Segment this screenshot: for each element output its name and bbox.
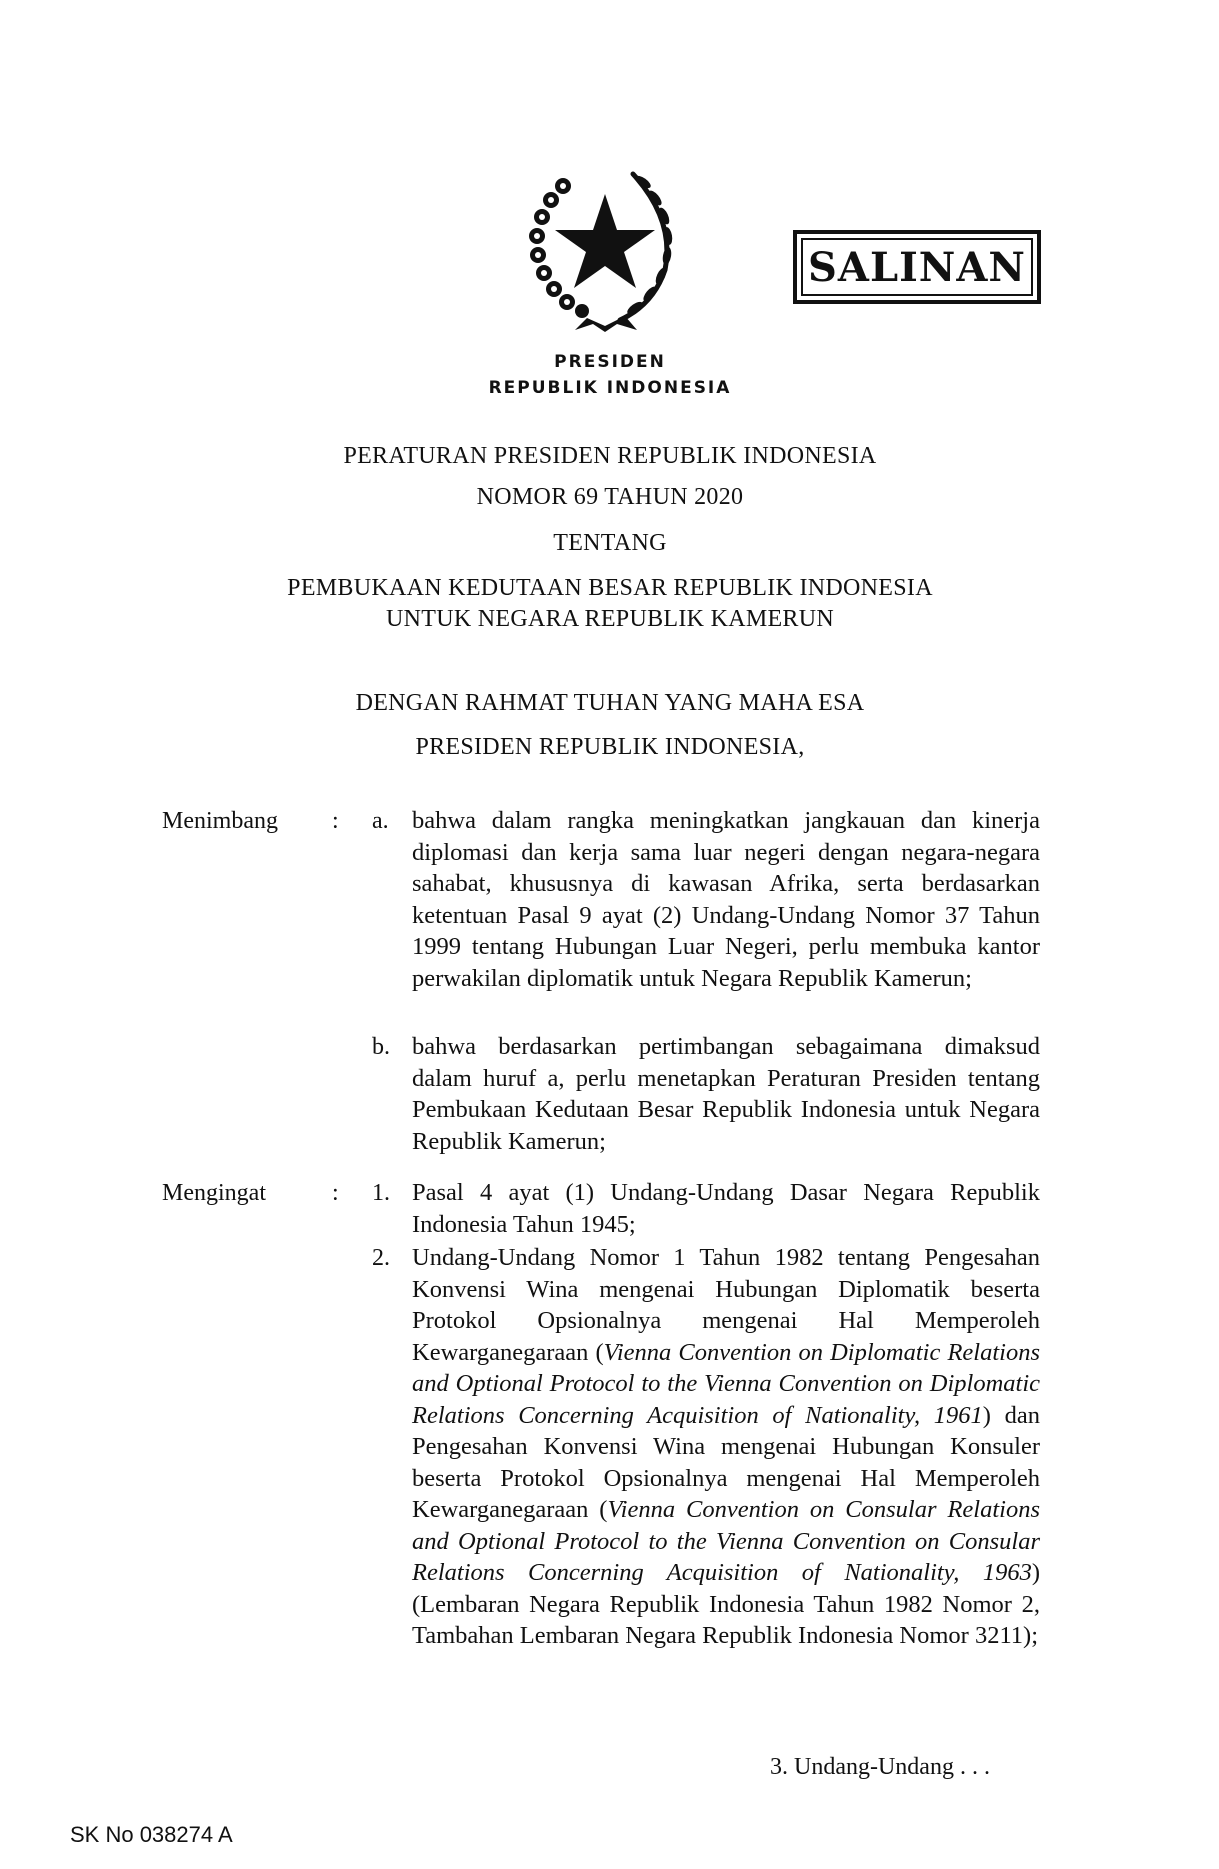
salinan-stamp [793,230,1041,304]
menimbang-item-a [412,805,1040,994]
menimbang-colon: : [332,808,339,834]
regulation-about: TENTANG [553,530,667,556]
institution-line-1: PRESIDEN [554,352,666,372]
regulation-number: NOMOR 69 TAHUN 2020 [476,484,744,510]
mengingat-item-2-italic-1: Vienna Convention on Diplomatic Relations and Optional Protocol to the Vienna Convention on Diplomatic Relations Concerning Acquisition of Nationality, 1961 [412,1338,1040,1429]
mengingat-item-2-part-2: ) dan Pengesahan Konvensi Wina mengenai Hubungan Konsuler beserta Protokol Opsionalnya mengenai Hal Memperoleh Kewarganegaraan ( [412,1401,1040,1523]
menimbang-item-b [412,1031,1040,1157]
mengingat-colon: : [332,1180,339,1206]
mengingat-item-2-italic-2: Vienna Convention on Consular Relations and Optional Protocol to the Vienna Convention on Consular Relations Concerning Acquisition of Nationality, 1963 [412,1496,1041,1586]
mengingat-item-2 [412,1242,1040,1652]
garuda-star-emblem-icon [525,160,685,338]
institution-line-2: REPUBLIK INDONESIA [488,378,732,398]
mengingat-item-1-marker: 1. [372,1180,390,1206]
regulation-subject-line-2: UNTUK NEGARA REPUBLIK KAMERUN [385,606,835,632]
menimbang-item-a-text: bahwa dalam rangka meningkatkan jangkauan dan kinerja diplomasi dan kerja sama luar negeri dengan negara-negara sahabat, khususnya di kawasan Afrika, serta berdasarkan ketentuan Pasal 9 ayat (2) Undang-Undang Nomor 37 Tahun 1999 tentang Hubungan Luar Negeri, perlu membuka kantor perwakilan diplomatik untuk Negara Republik Kamerun; [412,807,1040,992]
menimbang-item-a-marker: a. [372,808,389,834]
menimbang-item-b-marker: b. [372,1034,390,1060]
mengingat-item-1 [412,1177,1040,1240]
mengingat-label: Mengingat [162,1180,266,1206]
invocation-line: DENGAN RAHMAT TUHAN YANG MAHA ESA [355,690,865,716]
menimbang-label: Menimbang [162,808,278,834]
footer-serial-code: SK No 038274 A [70,1822,233,1847]
page-continuation: 3. Undang-Undang . . . [770,1754,990,1780]
mengingat-item-2-part-1: Undang-Undang Nomor 1 Tahun 1982 tentang Pengesahan Konvensi Wina mengenai Hubungan Diplomatik beserta Protokol Opsionalnya mengenai Hal Memperoleh Kewarganegaraan ( [412,1244,1040,1366]
salinan-label: SALINAN [808,243,1026,291]
mengingat-item-2-text [412,1242,1040,1652]
menimbang-item-b-text: bahwa berdasarkan pertimbangan sebagaimana dimaksud dalam huruf a, perlu menetapkan Peraturan Presiden tentang Pembukaan Kedutaan Besar Republik Indonesia untuk Negara Republik Kamerun; [412,1033,1040,1155]
mengingat-item-1-text: Pasal 4 ayat (1) Undang-Undang Dasar Negara Republik Indonesia Tahun 1945; [412,1179,1040,1238]
president-line: PRESIDEN REPUBLIK INDONESIA, [415,734,805,760]
mengingat-item-2-part-3: ) (Lembaran Negara Republik Indonesia Tahun 1982 Nomor 2, Tambahan Lembaran Negara Republik Indonesia Nomor 3211); [412,1559,1040,1649]
regulation-title: PERATURAN PRESIDEN REPUBLIK INDONESIA [343,443,877,469]
regulation-subject-line-1: PEMBUKAAN KEDUTAAN BESAR REPUBLIK INDONESIA [287,575,933,601]
mengingat-item-2-marker: 2. [372,1245,390,1271]
